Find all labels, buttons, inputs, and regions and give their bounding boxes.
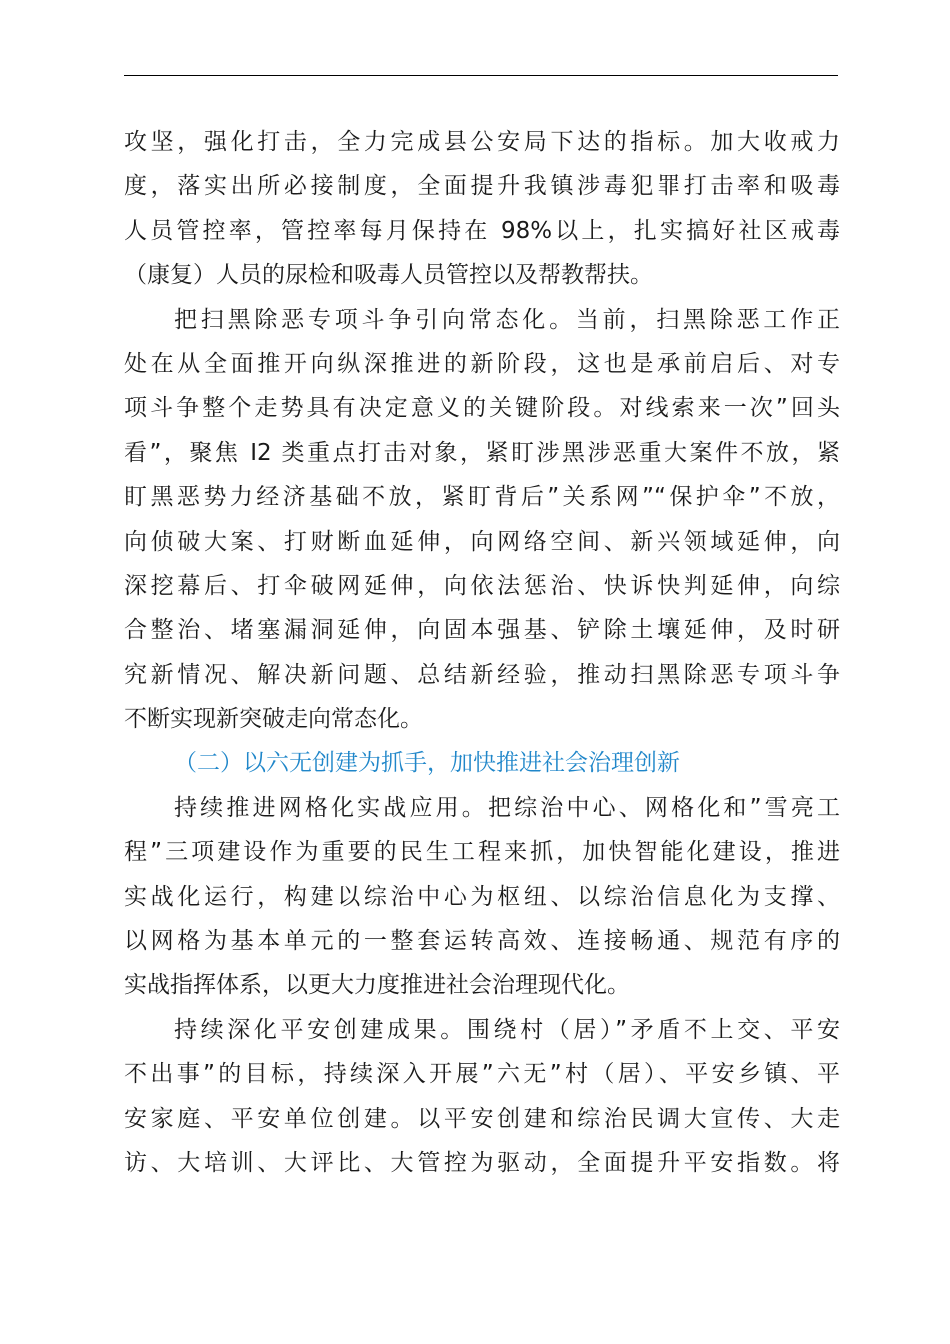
body-line: 持续推进网格化实战应用。把综治中心、网格化和”雪亮工 (174, 794, 840, 821)
header-rule (124, 75, 838, 76)
body-line: 项斗争整个走势具有决定意义的关键阶段。对线索来一次”回头 (124, 395, 840, 422)
body-line: 攻坚，强化打击，全力完成县公安局下达的指标。加大收戒力 (124, 129, 840, 155)
body-line: 不断实现新突破走向常态化。 (124, 706, 423, 733)
body-line: 向侦破大案、打财断血延伸，向网络空间、新兴领域延伸，向 (124, 528, 840, 555)
body-line: 看”，聚焦 I2 类重点打击对象，紧盯涉黑涉恶重大案件不放，紧 (124, 439, 840, 466)
body-line: 深挖幕后、打伞破网延伸，向依法惩治、快诉快判延伸，向综 (124, 572, 840, 599)
body-line: 度，落实出所必接制度，全面提升我镇涉毒犯罪打击率和吸毒 (124, 173, 840, 200)
body-line: 安家庭、平安单位创建。以平安创建和综治民调大宣传、大走 (124, 1105, 840, 1132)
body-line: 访、大培训、大评比、大管控为驱动，全面提升平安指数。将 (124, 1149, 840, 1176)
section-heading: （二）以六无创建为抓手，加快推进社会治理创新 (174, 750, 680, 777)
body-line: 人员管控率，管控率每月保持在 98%以上，扎实搞好社区戒毒 (124, 217, 840, 244)
body-line: 以网格为基本单元的一整套运转高效、连接畅通、规范有序的 (124, 928, 840, 955)
document-body (124, 120, 840, 1185)
body-line: 盯黑恶势力经济基础不放，紧盯背后”关系网”“保护伞”不放， (124, 484, 840, 511)
body-line: 把扫黑除恶专项斗争引向常态化。当前，扫黑除恶工作正 (174, 306, 840, 333)
body-line: 持续深化平安创建成果。围绕村（居）”矛盾不上交、平安 (174, 1016, 840, 1043)
body-line: 究新情况、解决新问题、总结新经验，推动扫黑除恶专项斗争 (124, 661, 840, 688)
body-line: 处在从全面推开向纵深推进的新阶段，这也是承前启后、对专 (124, 350, 840, 377)
body-line: 程”三项建设作为重要的民生工程来抓，加快智能化建设，推进 (124, 839, 840, 866)
body-line: 实战化运行，构建以综治中心为枢纽、以综治信息化为支撑、 (124, 883, 840, 910)
body-line: 合整治、堵塞漏洞延伸，向固本强基、铲除土壤延伸，及时研 (124, 617, 840, 644)
body-line: 不出事”的目标，持续深入开展”六无”村（居）、平安乡镇、平 (124, 1061, 840, 1088)
body-line: 实战指挥体系，以更大力度推进社会治理现代化。 (124, 972, 630, 999)
body-line: （康复）人员的尿检和吸毒人员管控以及帮教帮扶。 (124, 262, 653, 289)
